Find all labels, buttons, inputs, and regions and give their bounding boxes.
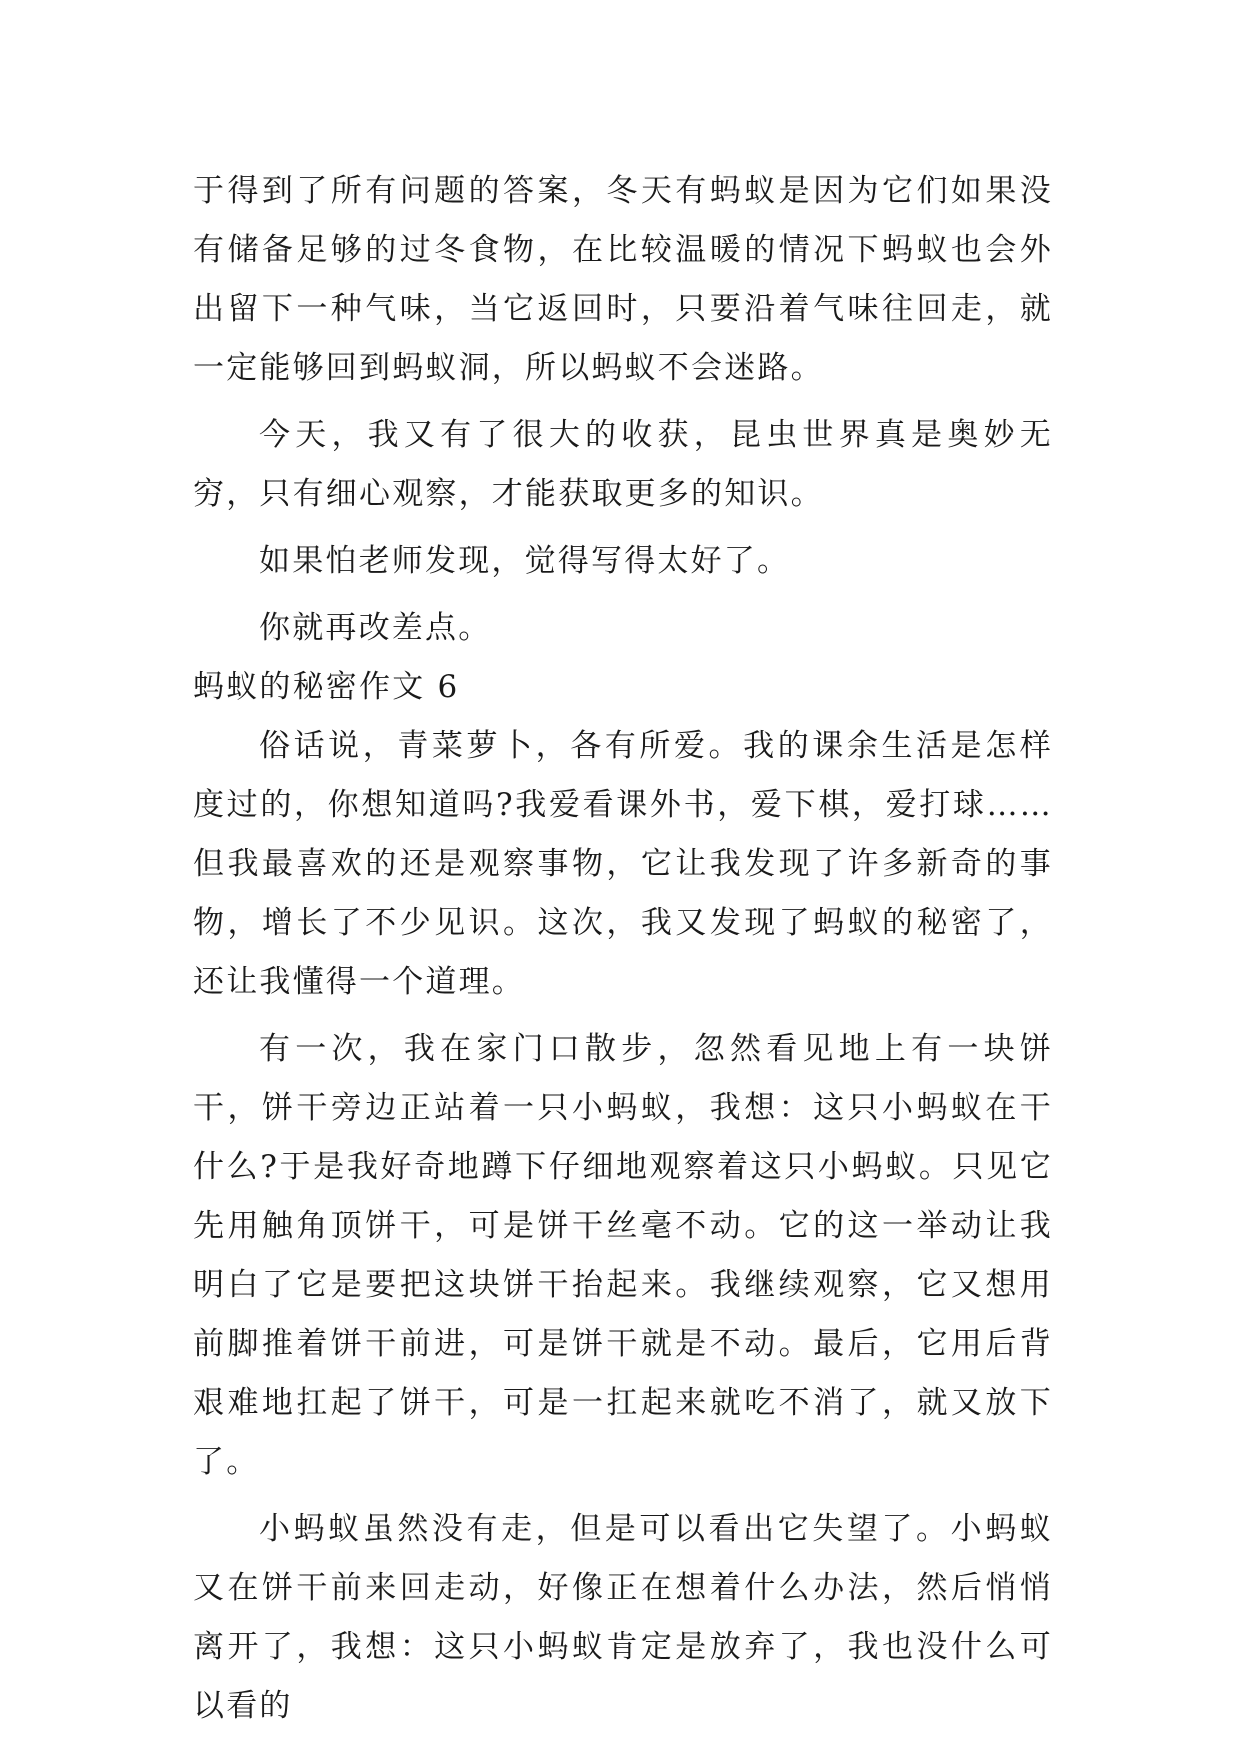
paragraph-ant-leaves: 小蚂蚁虽然没有走，但是可以看出它失望了。小蚂蚁又在饼干前来回走动，好像正在想着什么办法，然后悄悄离开了，我想：这只小蚂蚁肯定是放弃了，我也没什么可以看的 <box>193 1511 1053 1724</box>
paragraph-continued: 于得到了所有问题的答案，冬天有蚂蚁是因为它们如果没有储备足够的过冬食物，在比较温暖的情况下蚂蚁也会外出留下一种气味，当它返回时，只要沿着气味往回走，就一定能够回到蚂蚁洞，所以蚂蚁不会迷路。 <box>193 173 1053 386</box>
paragraph-note-2: 你就再改差点。 <box>259 610 492 646</box>
paragraph-intro: 俗话说，青菜萝卜，各有所爱。我的课余生活是怎样度过的，你想知道吗?我爱看课外书，爱下棋，爱打球……但我最喜欢的还是观察事物，它让我发现了许多新奇的事物，增长了不少见识。这次，我又发现了蚂蚁的秘密了，还让我懂得一个道理。 <box>193 728 1053 1000</box>
paragraph-note-1: 如果怕老师发现，觉得写得太好了。 <box>259 543 791 579</box>
paragraph-harvest: 今天，我又有了很大的收获，昆虫世界真是奥妙无穷，只有细心观察，才能获取更多的知识。 <box>193 417 1053 512</box>
document-page <box>193 162 1053 1736</box>
paragraph-observation: 有一次，我在家门口散步，忽然看见地上有一块饼干，饼干旁边正站着一只小蚂蚁，我想：这只小蚂蚁在干什么?于是我好奇地蹲下仔细地观察着这只小蚂蚁。只见它先用触角顶饼干，可是饼干丝毫不动。它的这一举动让我明白了它是要把这块饼干抬起来。我继续观察，它又想用前脚推着饼干前进，可是饼干就是不动。最后，它用后背艰难地扛起了饼干，可是一扛起来就吃不消了，就又放下了。 <box>193 1031 1053 1480</box>
section-title: 蚂蚁的秘密作文 6 <box>193 669 460 705</box>
